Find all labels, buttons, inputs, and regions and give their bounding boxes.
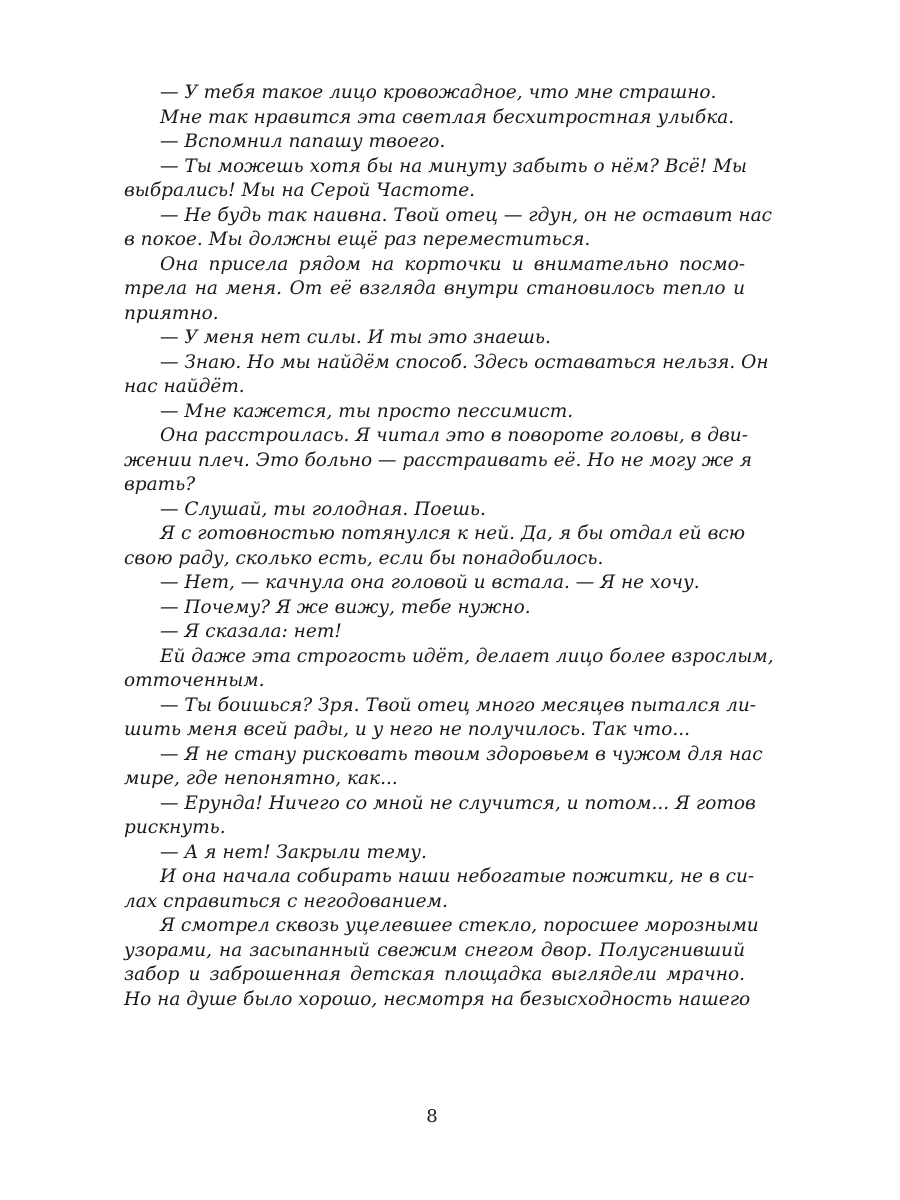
text-line: Я с готовностью потянулся к ней. Да, я бы отдал ей всю [160, 523, 745, 544]
text-line: нас найдёт. [124, 376, 245, 397]
text-line: — Ерунда! Ничего со мной не случится, и потом... Я готов [160, 792, 756, 814]
text-line: Она расстроилась. Я читал это в повороте головы, в дви- [160, 425, 748, 446]
text-line: трела на меня. От её взгляда внутри становилось тепло и [124, 278, 745, 299]
text-line: — Ты можешь хотя бы на минуту забыть о нём? Всё! Мы [160, 155, 747, 177]
text-line: — У тебя такое лицо кровожадное, что мне страшно. [160, 82, 717, 103]
text-line: узорами, на засыпанный свежим снегом двор. Полусгнивший [124, 939, 745, 961]
text-line: — А я нет! Закрыли тему. [160, 841, 427, 863]
text-line: — Слушай, ты голодная. Поешь. [160, 498, 486, 520]
text-line: — Мне кажется, ты просто пессимист. [160, 400, 574, 422]
text-line: врать? [124, 474, 196, 495]
text-line: — Не будь так наивна. Твой отец — гдун, он не оставит нас [160, 204, 772, 226]
text-line: приятно. [124, 302, 219, 324]
text-line: свою раду, сколько есть, если бы понадобилось. [124, 547, 604, 569]
text-line: — Нет, — качнула она головой и встала. — Я не хочу. [160, 572, 700, 593]
text-line: рискнуть. [124, 817, 226, 838]
text-line: отточенным. [124, 670, 265, 691]
text-line: — У меня нет силы. И ты это знаешь. [160, 327, 551, 348]
text-line: — Я не стану рисковать твоим здоровьем в чужом для нас [160, 743, 763, 765]
text-line: Она присела рядом на корточки и внимательно посмо- [160, 253, 745, 275]
text-line: Мне так нравится эта светлая бесхитростная улыбка. [160, 106, 735, 128]
text-line: в покое. Мы должны ещё раз переместиться. [124, 229, 591, 250]
text-line: — Я сказала: нет! [160, 621, 342, 642]
text-line: жении плеч. Это больно — расстраивать её. Но не могу же я [124, 449, 752, 471]
text-line: мире, где непонятно, как... [124, 768, 398, 789]
text-line: И она начала собирать наши небогатые пожитки, не в си- [160, 866, 755, 887]
text-line: лах справиться с негодованием. [124, 890, 448, 912]
text-line: — Вспомнил папашу твоего. [160, 131, 446, 152]
page-number: 8 [426, 1106, 438, 1127]
text-line: шить меня всей рады, и у него не получилось. Так что... [124, 719, 690, 740]
text-line: — Почему? Я же вижу, тебе нужно. [160, 596, 531, 618]
text-line: выбрались! Мы на Серой Частоте. [124, 180, 476, 201]
text-line: забор и заброшенная детская площадка выглядели мрачно. [124, 964, 745, 985]
text-line: — Ты боишься? Зря. Твой отец много месяцев пытался ли- [160, 694, 757, 716]
text-line: — Знаю. Но мы найдём способ. Здесь оставаться нельзя. Он [160, 351, 769, 373]
text-line: Но на душе было хорошо, несмотря на безысходность нашего [124, 988, 751, 1010]
text-line: Я смотрел сквозь уцелевшее стекло, поросшее морозными [160, 915, 759, 936]
body-text [124, 81, 774, 1012]
text-line: Ей даже эта строгость идёт, делает лицо более взрослым, [160, 645, 774, 667]
